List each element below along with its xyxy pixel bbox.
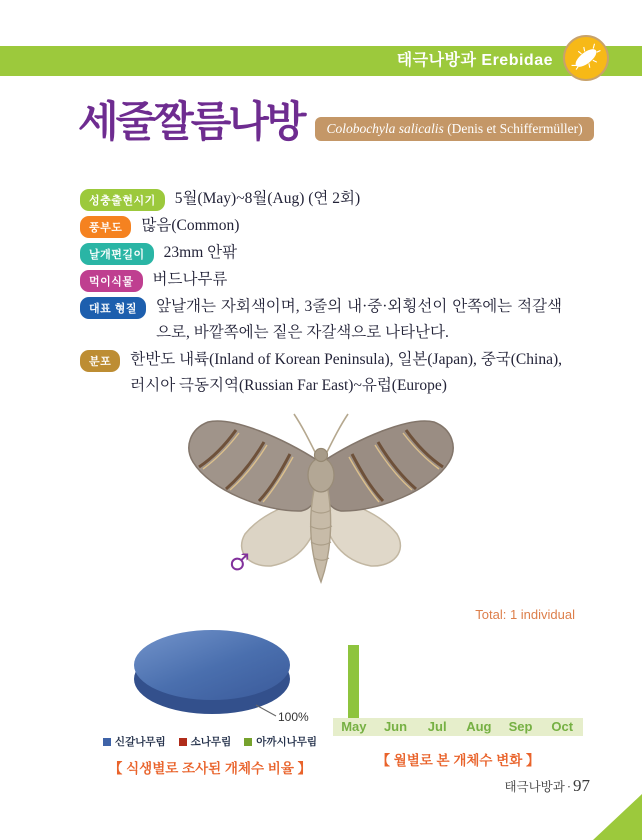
page-footer bbox=[504, 776, 590, 796]
monthly-bar-chart bbox=[333, 645, 583, 769]
family-header-band bbox=[0, 46, 642, 76]
hostplant-value: 버드나무류 bbox=[152, 271, 228, 288]
species-latin-name: Colobochyla salicalis bbox=[326, 121, 444, 137]
legend-item bbox=[179, 734, 232, 749]
title-row bbox=[78, 100, 594, 144]
specimen-photo bbox=[168, 398, 478, 606]
male-symbol: ♂ bbox=[229, 550, 250, 576]
footer-page-number: 97 bbox=[573, 776, 590, 795]
legend-label: 소나무림 bbox=[190, 736, 232, 748]
abundance-badge: 풍부도 bbox=[80, 216, 131, 238]
month-label: Sep bbox=[508, 719, 533, 734]
bar-slot bbox=[458, 645, 500, 718]
pie-3d bbox=[100, 625, 320, 729]
diagnosis-value: 앞날개는 자회색이며, 3줄의 내·중·외횡선이 안쪽에는 적갈색으로, 바깥쪽에는 짙은 자갈색으로 나타난다. bbox=[156, 298, 562, 341]
month-label: Aug bbox=[466, 719, 492, 734]
bar-slot bbox=[333, 645, 375, 718]
moth-illustration bbox=[168, 398, 478, 606]
bar-slot bbox=[500, 645, 542, 718]
info-row-diagnosis bbox=[80, 294, 562, 346]
info-row-wingspan bbox=[80, 240, 562, 266]
month-label: Jul bbox=[427, 719, 447, 734]
species-korean-name: 세줄짤름나방 bbox=[78, 98, 304, 145]
species-authority: (Denis et Schiffermüller) bbox=[443, 121, 583, 137]
species-latin-badge bbox=[315, 117, 593, 141]
pie-caption: 【 식생별로 조사된 개체수 비율 】 bbox=[108, 761, 312, 776]
habitat-pie-chart bbox=[100, 625, 320, 777]
month-label: Jun bbox=[383, 719, 408, 734]
month-label: Oct bbox=[551, 719, 574, 734]
legend-label: 아까시나무림 bbox=[256, 736, 318, 748]
bar bbox=[348, 645, 359, 718]
emergence-value: 5월(May)~8월(Aug) (연 2회) bbox=[174, 190, 361, 207]
corner-triangle-decoration bbox=[593, 794, 642, 840]
hostplant-badge: 먹이식물 bbox=[80, 270, 143, 292]
legend-label: 신갈나무림 bbox=[114, 736, 166, 748]
pie-callout-line bbox=[256, 705, 276, 716]
pie-legend bbox=[100, 734, 320, 749]
legend-swatch bbox=[244, 738, 252, 746]
month-label: May bbox=[341, 719, 367, 734]
legend-item bbox=[244, 734, 317, 749]
info-row-hostplant bbox=[80, 267, 562, 293]
distribution-value: 한반도 내륙(Inland of Korean Peninsula), 일본(Japan), 중국(China), 러시아 극동지역(Russian Far East)~유럽(Europe) bbox=[130, 351, 562, 394]
total-count-label: Total: 1 individual bbox=[475, 607, 575, 622]
footer-separator: · bbox=[566, 780, 571, 794]
emergence-badge: 성충출현시기 bbox=[80, 189, 165, 211]
bar-slot bbox=[375, 645, 417, 718]
pie-top bbox=[134, 630, 290, 700]
legend-swatch bbox=[103, 738, 111, 746]
bar-slot bbox=[541, 645, 583, 718]
info-row-distribution bbox=[80, 347, 562, 399]
diagnosis-badge: 대표 형질 bbox=[80, 297, 146, 319]
bar-slot bbox=[416, 645, 458, 718]
family-emblem bbox=[563, 35, 609, 81]
info-row-abundance bbox=[80, 213, 562, 239]
bar-plot-area bbox=[333, 645, 583, 718]
family-name: 태극나방과 Erebidae bbox=[396, 52, 553, 69]
distribution-badge: 분포 bbox=[80, 350, 120, 372]
info-row-emergence bbox=[80, 186, 562, 212]
wingspan-value: 23mm 안팎 bbox=[163, 244, 238, 261]
wingspan-badge: 날개편길이 bbox=[80, 243, 154, 265]
pie-percent-label: 100% bbox=[278, 710, 309, 724]
abundance-value: 많음(Common) bbox=[141, 217, 240, 234]
bar-caption: 【 월별로 본 개체수 변화 】 bbox=[376, 753, 540, 768]
legend-item bbox=[103, 734, 166, 749]
bar-month-band bbox=[333, 718, 583, 736]
legend-swatch bbox=[179, 738, 187, 746]
footer-section-name: 태극나방과 bbox=[504, 780, 565, 794]
moth-icon bbox=[569, 41, 603, 75]
species-info-list bbox=[80, 186, 562, 400]
